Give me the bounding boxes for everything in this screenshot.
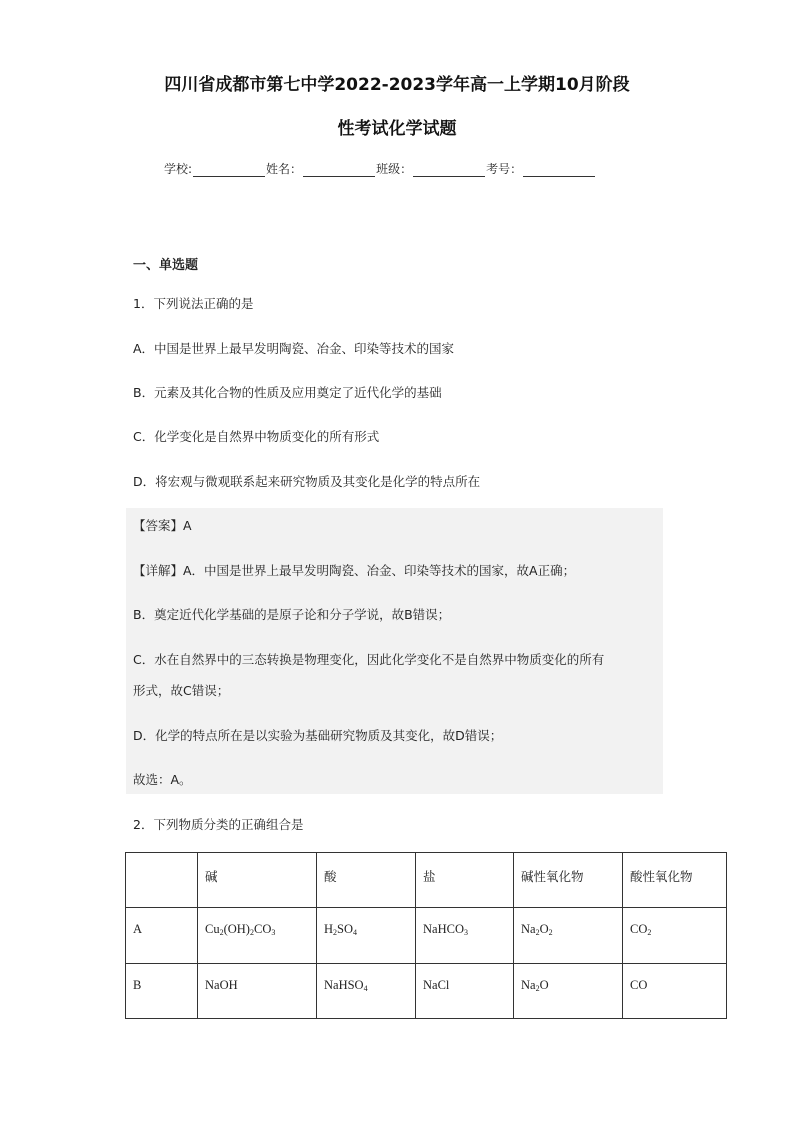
table-row <box>126 964 727 1019</box>
q1-explain-3a: C．水在自然界中的三态转换是物理变化，因此化学变化不是自然界中物质变化的所有 <box>133 652 605 667</box>
q1-option-a: A．中国是世界上最早发明陶瓷、冶金、印染等技术的国家 <box>133 341 455 356</box>
cell-acid: $H_2SO_4$ <box>317 908 416 964</box>
school-label: 学校: <box>164 162 193 176</box>
number-label: 考号： <box>486 162 523 176</box>
q1-choose: 故选：A。 <box>133 772 192 787</box>
cell-salt: NaCl <box>416 964 514 1019</box>
table-row <box>126 908 727 964</box>
cell-basic-oxide: $Na_2O_2$ <box>514 908 623 964</box>
cell-acid: NaHSO$_4$ <box>317 964 416 1019</box>
classification-table <box>125 852 727 1019</box>
q1-answer: 【答案】A <box>133 518 192 533</box>
header-cell-basic-oxide: 碱性氧化物 <box>514 853 623 908</box>
table-header-row <box>126 853 727 908</box>
cell-acidic-oxide: $CO_2$ <box>623 908 727 964</box>
q1-option-c: C．化学变化是自然界中物质变化的所有形式 <box>133 429 380 444</box>
class-label: 班级： <box>376 162 413 176</box>
name-label: 姓名： <box>266 162 303 176</box>
class-blank <box>413 164 485 177</box>
cell-base: $Cu_2(OH)_2CO_3$ <box>198 908 317 964</box>
q2-stem: 2．下列物质分类的正确组合是 <box>133 817 304 832</box>
header-cell-acidic-oxide: 酸性氧化物 <box>623 853 727 908</box>
name-blank <box>303 164 375 177</box>
cell-salt: NaHCO$_3$ <box>416 908 514 964</box>
q1-explain-4: D．化学的特点所在是以实验为基础研究物质及其变化，故D错误； <box>133 728 503 743</box>
cell-base: NaOH <box>198 964 317 1019</box>
header-cell-salt: 盐 <box>416 853 514 908</box>
page-title-line1: 四川省成都市第七中学2022-2023学年高一上学期10月阶段 <box>164 75 630 95</box>
q1-stem: 1．下列说法正确的是 <box>133 296 254 311</box>
school-blank <box>193 164 265 177</box>
cell-basic-oxide: $Na_2O$ <box>514 964 623 1019</box>
cell-acidic-oxide: CO <box>623 964 727 1019</box>
header-cell-empty <box>126 853 198 908</box>
page-title-line2: 性考试化学试题 <box>337 119 457 139</box>
q1-option-d: D．将宏观与微观联系起来研究物质及其变化是化学的特点所在 <box>133 474 481 489</box>
row-label: A <box>126 908 198 964</box>
header-cell-base: 碱 <box>198 853 317 908</box>
q1-explain-3b: 形式，故C错误； <box>133 683 230 698</box>
header-cell-acid: 酸 <box>317 853 416 908</box>
student-info-line <box>164 160 596 177</box>
q1-explain-1: 【详解】A．中国是世界上最早发明陶瓷、冶金、印染等技术的国家，故A正确； <box>133 563 576 578</box>
section-heading: 一、单选题 <box>133 258 199 273</box>
q1-option-b: B．元素及其化合物的性质及应用奠定了近代化学的基础 <box>133 385 442 400</box>
row-label: B <box>126 964 198 1019</box>
number-blank <box>523 164 595 177</box>
q1-explain-2: B．奠定近代化学基础的是原子论和分子学说，故B错误； <box>133 607 451 622</box>
